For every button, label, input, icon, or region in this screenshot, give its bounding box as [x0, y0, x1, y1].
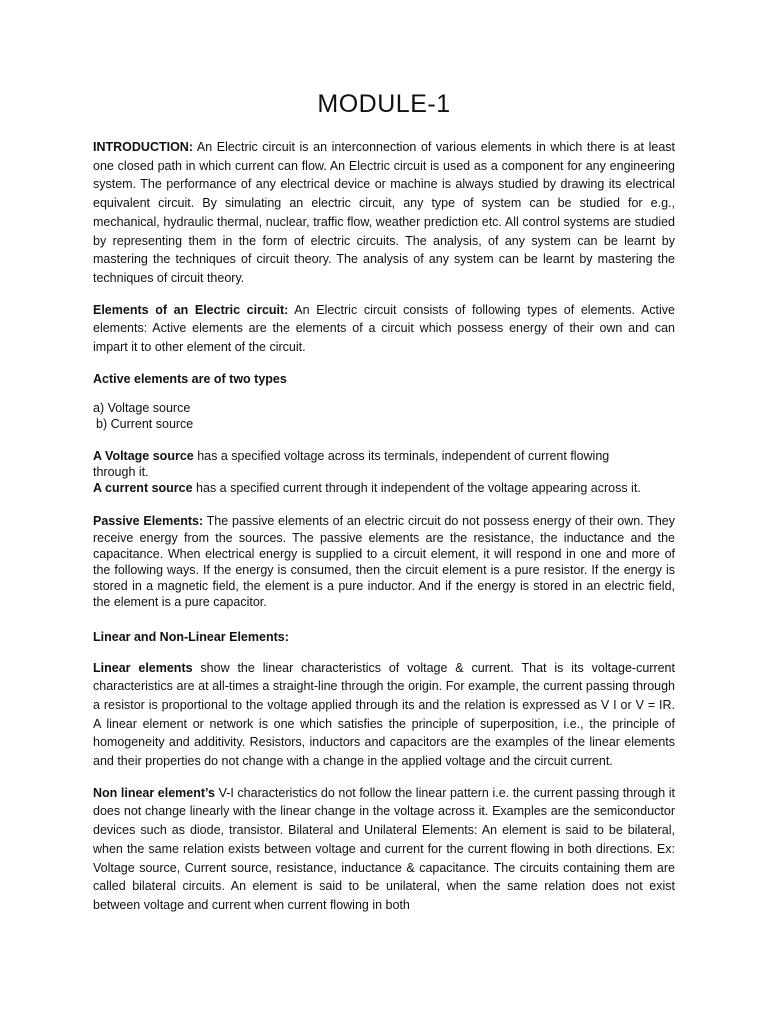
nonlinear-elements-label: Non linear element’s: [93, 785, 215, 800]
page-title: MODULE-1: [317, 90, 451, 118]
active-type-current: b) Current source: [96, 417, 194, 432]
passive-elements-paragraph: [93, 513, 675, 610]
linear-elements-paragraph: [93, 659, 675, 771]
voltage-source-text: has a specified voltage across its terminals, independent of current flowing through it.: [93, 448, 610, 479]
elements-paragraph: [93, 301, 675, 357]
elements-text: An Electric circuit consists of following types of elements. Active elements: Active elements are the elements of a circuit which possess energy of their own and can impart it to other element of the circuit.: [93, 302, 675, 355]
linear-elements-label: Linear elements: [93, 660, 193, 675]
current-source-text: has a specified current through it independent of the voltage appearing across it.: [192, 481, 641, 496]
passive-elements-text: The passive elements of an electric circuit do not possess energy of their own. They receive energy from the sources. The passive elements are the resistance, the inductance and the capacitance. When electrical energy is supplied to a circuit element, it will respond in one and more of the following ways. If the energy is consumed, then the circuit element is a pure resistor. If the energy is stored in a magnetic field, the element is a pure inductor. And if the energy is stored in an electric field, the element is a pure capacitor.: [93, 514, 675, 610]
active-type-voltage: a) Voltage source: [93, 400, 191, 415]
voltage-source-label: A Voltage source: [93, 448, 194, 463]
introduction-text: An Electric circuit is an interconnection of various elements in which there is at least one closed path in which current can flow. An Electric circuit is used as a component for any engineering system. The performance of any electrical device or machine is always studied by drawing its electrical equivalent circuit. By simulating an electric circuit, any type of system can be studied for e.g., mechanical, hydraulic thermal, nuclear, traffic flow, weather prediction etc. All control systems are studied by representing them in the form of electric circuits. The analysis, of any system can be learnt by mastering the techniques of circuit theory. The analysis of any system can be learnt by mastering the techniques of circuit theory.: [93, 140, 675, 285]
active-types-heading: Active elements are of two types: [93, 371, 287, 386]
linear-heading: Linear and Non-Linear Elements:: [93, 629, 289, 644]
linear-elements-text: show the linear characteristics of voltage & current. That is its voltage-current characteristics are at all-times a straight-line through the origin. For example, the current passing through a resistor is proportional to the voltage applied through its and the relation is expressed as V I or V = IR. A linear element or network is one which satisfies the principle of superposition, i.e., the principle of homogeneity and additivity. Resistors, inductors and capacitors are the examples of the linear elements and their properties do not change with a change in the applied voltage and the circuit current.: [93, 660, 675, 769]
nonlinear-elements-paragraph: [93, 784, 675, 915]
document-page: [93, 86, 675, 915]
nonlinear-elements-text: V-I characteristics do not follow the linear pattern i.e. the current passing through it does not change linearly with the linear change in the voltage across it. Examples are the semiconductor devices such as diode, transistor. Bilateral and Unilateral Elements: An element is said to be bilateral, when the same relation exists between voltage and current for the current flowing in both directions. Ex: Voltage source, Current source, resistance, inductance & capacitance. The circuits containing them are called bilateral circuits. An element is said to be unilateral, when the same relation does not exist between voltage and current when current flowing in both: [93, 785, 675, 912]
introduction-label: INTRODUCTION:: [93, 140, 193, 154]
voltage-source-paragraph: [93, 448, 675, 480]
passive-elements-label: Passive Elements:: [93, 514, 204, 529]
introduction-paragraph: [93, 138, 675, 288]
elements-label: Elements of an Electric circuit:: [93, 302, 289, 317]
current-source-label: A current source: [93, 481, 193, 496]
current-source-paragraph: [93, 480, 675, 496]
